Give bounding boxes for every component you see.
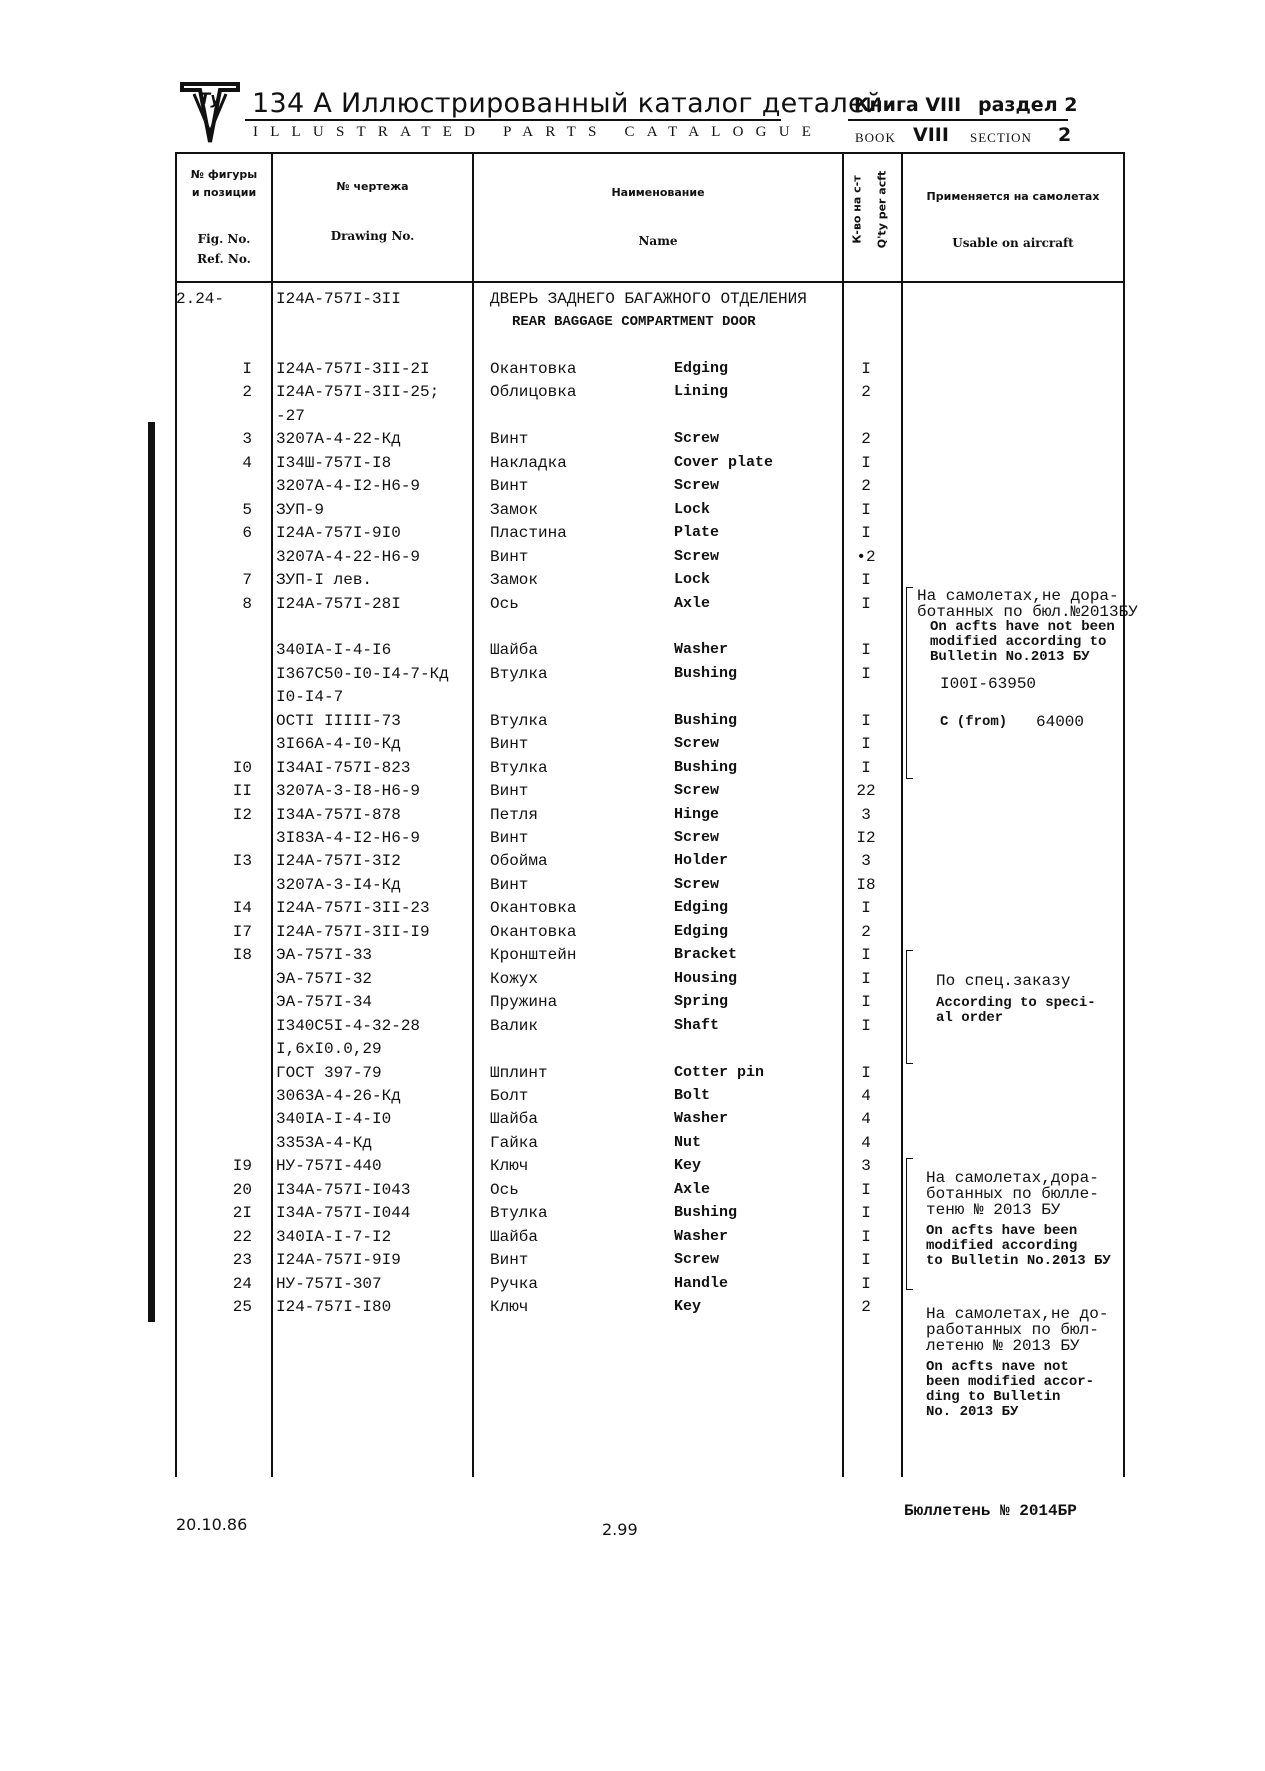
row-drawing-number: I24A-757I-3II-2I: [276, 360, 430, 378]
row-quantity: I: [861, 1227, 871, 1246]
row-quantity: I: [861, 1204, 871, 1223]
row-drawing-number: ЭА-757I-33: [276, 946, 373, 965]
row-quantity: 3: [861, 1157, 871, 1176]
row-fig-number: 25: [232, 1298, 252, 1316]
row-fig-number: 2I: [232, 1204, 252, 1223]
row-drawing-number: ГОСТ 397-79: [276, 1063, 382, 1082]
row-drawing-number: 3207A-3-I8-Н6-9: [276, 782, 421, 801]
row-name-en: Lock: [674, 500, 711, 518]
row-drawing-number: I34A-757I-878: [276, 805, 401, 824]
col-header-name-en: Name: [638, 234, 678, 248]
row-quantity: 4: [861, 1110, 871, 1129]
row-name-en: Bracket: [674, 946, 738, 964]
table-row: [0, 757, 1265, 779]
row-fig-number: 5: [242, 500, 252, 519]
row-drawing-number: 3207A-4-22-Кд: [276, 430, 401, 449]
row-name-ru: Шайба: [490, 1227, 539, 1246]
row-fig-number: I9: [232, 1157, 252, 1176]
row-name-en: Bushing: [674, 758, 738, 776]
row-name-en: Edging: [674, 899, 729, 917]
row-drawing-number: I34A-757I-I043: [276, 1180, 411, 1199]
catalog-title-ru: 134 А Иллюстрированный каталог деталей: [252, 88, 883, 119]
col-header-fig-en-line2: Ref. No.: [197, 252, 251, 266]
table-row: [0, 1273, 1265, 1295]
note3-ru: На самолетах,дора- ботанных по бюлле- теню № 2013 БУ: [926, 1169, 1099, 1219]
table-row: [0, 1108, 1265, 1130]
row-name-en: Lining: [674, 383, 729, 401]
row-name-en: Screw: [674, 477, 720, 495]
section-label-en: SECTION: [970, 130, 1032, 145]
row-name-en: Bolt: [674, 1086, 711, 1104]
row-name-en: Cover plate: [674, 453, 774, 471]
note1-range2-label: C (from): [940, 714, 1008, 730]
row-name-ru: Винт: [490, 735, 529, 754]
row-drawing-number: I34AI-757I-823: [276, 758, 411, 777]
row-drawing-number: НУ-757I-307: [276, 1274, 382, 1293]
table-header-divider: [175, 281, 1125, 283]
row-drawing-number: I24A-757I-3II-25;: [276, 383, 440, 402]
table-row: [0, 921, 1265, 943]
table-row: [0, 897, 1265, 919]
row-quantity: 4: [861, 1086, 871, 1105]
note4-ru: На самолетах,не до- работанных по бюл- летеню № 2013 БУ: [926, 1305, 1109, 1355]
table-row: [0, 381, 1265, 403]
row-fig-number: I0: [232, 758, 252, 777]
row-name-ru: Гайка: [490, 1133, 539, 1152]
row-name-ru: Болт: [490, 1086, 529, 1105]
row-name-ru: Окантовка: [490, 922, 577, 941]
note1-ru: На самолетах,не дора- ботанных по бюл.№2013БУ: [917, 587, 1138, 621]
row-drawing-number: I367C50-I0-I4-7-Кд: [276, 664, 449, 683]
row-drawing-number: 3I83A-4-I2-Н6-9: [276, 829, 421, 847]
row-name-en: Edging: [674, 922, 729, 940]
col-header-fig-ru-line2: и позиции: [191, 186, 257, 199]
row-drawing-number: I34A-757I-I044: [276, 1204, 411, 1223]
row-name-en: Housing: [674, 969, 738, 987]
row-name-ru: Окантовка: [490, 360, 577, 378]
row-fig-number: 20: [232, 1180, 252, 1199]
row-name-ru: Кронштейн: [490, 946, 577, 965]
note2-ru: По спец.заказу: [936, 972, 1071, 990]
section-value-en: 2: [1058, 124, 1072, 146]
table-row: [0, 733, 1265, 755]
row-name-ru: Шайба: [490, 641, 539, 660]
row-name-ru: Винт: [490, 829, 529, 847]
row-fig-number: I4: [232, 899, 252, 918]
table-row: [0, 546, 1265, 568]
row-name-ru: Облицовка: [490, 383, 577, 402]
row-name-en: Nut: [674, 1133, 702, 1151]
row-quantity: I: [861, 735, 871, 754]
note-bracket-1: [906, 587, 913, 779]
book-label-en: BOOK: [855, 130, 896, 145]
row-name-ru: Втулка: [490, 1204, 548, 1223]
footer-bulletin: Бюллетень № 2014БР: [904, 1502, 1077, 1520]
table-row: [0, 874, 1265, 896]
row-quantity: 2: [861, 383, 871, 402]
table-row: [0, 499, 1265, 521]
row-quantity: I: [861, 524, 871, 543]
row-quantity: I: [861, 1180, 871, 1199]
col-header-fig-en-line1: Fig. No.: [197, 232, 251, 246]
row-drawing-number: I24A-757I-28I: [276, 594, 401, 613]
row-name-ru: Замок: [490, 500, 539, 519]
row-name-ru: Замок: [490, 571, 539, 590]
row-quantity: I: [861, 360, 871, 378]
row-name-ru: Винт: [490, 875, 529, 894]
row-name-ru: Кожух: [490, 969, 539, 988]
table-row: [0, 405, 1265, 427]
row-quantity: I: [861, 993, 871, 1012]
row-drawing-number: I34Ш-757I-I8: [276, 453, 392, 472]
row-name-ru: Винт: [490, 477, 529, 496]
row-drawing-number: 3207A-4-I2-Н6-9: [276, 477, 421, 496]
row-fig-number: 6: [242, 524, 252, 543]
col-header-usable-en: Usable on aircraft: [952, 236, 1074, 250]
row-drawing-number: I,6хI0.0,29: [276, 1040, 382, 1059]
row-quantity: I: [861, 946, 871, 965]
table-row: [0, 850, 1265, 872]
book-label-ru: Книга VIII: [854, 94, 962, 116]
note3-en: On acfts have been modified according to Bulletin No.2013 БУ: [926, 1223, 1111, 1269]
row-name-en: Plate: [674, 524, 720, 542]
row-fig-number: I8: [232, 946, 252, 965]
row-quantity: I: [861, 594, 871, 613]
table-top-border: [175, 152, 1125, 154]
col-header-fig-ru: [177, 166, 271, 202]
note2-en: According to speci- al order: [936, 995, 1096, 1026]
row-name-ru: Петля: [490, 805, 539, 824]
row-drawing-number: 3I66A-4-I0-Кд: [276, 735, 401, 754]
table-row: [0, 804, 1265, 826]
row-drawing-number: 340IA-I-4-I6: [276, 641, 392, 660]
table-row: [0, 1085, 1265, 1107]
row-drawing-number: ЭА-757I-34: [276, 993, 373, 1012]
assembly-drawing: I24A-757I-3II: [276, 290, 401, 308]
row-quantity: I: [861, 1251, 871, 1270]
row-quantity: 3: [861, 805, 871, 824]
row-quantity: I2: [856, 829, 876, 847]
row-name-ru: Шайба: [490, 1110, 539, 1129]
row-name-ru: Винт: [490, 430, 529, 449]
row-quantity: I: [861, 899, 871, 918]
row-drawing-number: ЭА-757I-32: [276, 969, 373, 988]
row-quantity: I: [861, 1274, 871, 1293]
row-name-en: Axle: [674, 594, 711, 612]
table-row: [0, 944, 1265, 966]
row-drawing-number: I24A-757I-3II-I9: [276, 922, 430, 941]
row-name-ru: Винт: [490, 547, 529, 566]
row-drawing-number: I0-I4-7: [276, 688, 344, 707]
assembly-name-en: REAR BAGGAGE COMPARTMENT DOOR: [512, 314, 756, 330]
row-name-ru: Валик: [490, 1016, 539, 1035]
table-row: [0, 428, 1265, 450]
row-quantity: 2: [861, 1298, 871, 1316]
footer-page-number: 2.99: [602, 1520, 638, 1539]
table-row: [0, 522, 1265, 544]
row-drawing-number: НУ-757I-440: [276, 1157, 382, 1176]
row-name-ru: Винт: [490, 782, 529, 801]
row-name-en: Edging: [674, 360, 729, 377]
row-fig-number: 23: [232, 1251, 252, 1270]
row-quantity: I: [861, 641, 871, 660]
row-quantity: 22: [856, 782, 876, 801]
note1-range2-value: 64000: [1036, 713, 1085, 731]
row-name-en: Screw: [674, 430, 720, 448]
row-drawing-number: I24A-757I-3I2: [276, 852, 401, 871]
row-name-ru: Пластина: [490, 524, 567, 543]
row-name-en: Screw: [674, 735, 720, 753]
row-name-en: Bushing: [674, 711, 738, 729]
row-drawing-number: I24-757I-I80: [276, 1298, 392, 1316]
book-value-en: VIII: [913, 124, 949, 146]
table-row: [0, 475, 1265, 497]
row-name-en: Bushing: [674, 1204, 738, 1222]
row-fig-number: I2: [232, 805, 252, 824]
table-row: [0, 686, 1265, 708]
note4-en: On acfts nave not been modified accor- ding to Bulletin No. 2013 БУ: [926, 1359, 1095, 1420]
note-bracket-2: [906, 950, 913, 1064]
row-quantity: I8: [856, 875, 876, 894]
row-name-en: Screw: [674, 1251, 720, 1269]
table-row: [0, 827, 1265, 849]
row-name-en: Key: [674, 1298, 702, 1315]
row-name-en: Axle: [674, 1180, 711, 1198]
row-name-en: Washer: [674, 1227, 729, 1245]
row-name-ru: Пружина: [490, 993, 558, 1012]
row-quantity: 4: [861, 1133, 871, 1152]
row-fig-number: II: [232, 782, 252, 801]
row-quantity: I: [861, 711, 871, 730]
table-row: [0, 663, 1265, 685]
row-name-ru: Ключ: [490, 1298, 529, 1316]
row-name-en: Screw: [674, 782, 720, 800]
row-name-en: Screw: [674, 829, 720, 846]
row-fig-number: 8: [242, 594, 252, 613]
row-name-en: Washer: [674, 1110, 729, 1128]
footer-date: 20.10.86: [176, 1515, 248, 1534]
col-header-name-ru: Наименование: [611, 186, 705, 199]
row-quantity: I: [861, 500, 871, 519]
row-quantity: I: [861, 969, 871, 988]
row-drawing-number: 3207A-4-22-Н6-9: [276, 547, 421, 566]
row-fig-number: I3: [232, 852, 252, 871]
row-drawing-number: 340IA-I-7-I2: [276, 1227, 392, 1246]
col-header-fig-ru-line1: № фигуры: [190, 168, 258, 181]
row-drawing-number: ЗУП-I лев.: [276, 571, 373, 590]
row-fig-number: 7: [242, 571, 252, 590]
row-drawing-number: 3207A-3-I4-Кд: [276, 875, 401, 894]
col-header-qty-en: Q'ty per acft: [875, 170, 889, 249]
row-name-en: Holder: [674, 852, 729, 870]
row-fig-number: I: [242, 360, 252, 378]
title-underline: [245, 119, 781, 121]
col-header-usable-ru: Применяется на самолетах: [926, 190, 1100, 203]
row-name-en: Shaft: [674, 1016, 720, 1034]
row-drawing-number: 340IA-I-4-I0: [276, 1110, 392, 1129]
row-quantity: I: [861, 571, 871, 590]
row-quantity: 2: [861, 430, 871, 449]
logo-text: Ту: [199, 89, 221, 108]
row-quantity: I: [861, 664, 871, 683]
table-row: [0, 1038, 1265, 1060]
row-name-ru: Ручка: [490, 1274, 539, 1293]
table-row: [0, 1062, 1265, 1084]
table-row: [0, 452, 1265, 474]
tupolev-logo-icon: [180, 80, 240, 146]
row-name-ru: Накладка: [490, 453, 567, 472]
row-name-ru: Втулка: [490, 664, 548, 683]
row-fig-number: 22: [232, 1227, 252, 1246]
table-row: [0, 1132, 1265, 1154]
book-underline: [848, 119, 1068, 121]
row-quantity: I: [861, 1016, 871, 1035]
row-drawing-number: I24A-757I-9I0: [276, 524, 401, 543]
row-name-ru: Ключ: [490, 1157, 529, 1176]
row-quantity: 2: [861, 922, 871, 941]
row-name-ru: Окантовка: [490, 899, 577, 918]
row-name-en: Cotter pin: [674, 1063, 765, 1081]
table-row: [0, 358, 1265, 380]
row-name-en: Handle: [674, 1274, 729, 1292]
row-fig-number: I7: [232, 922, 252, 941]
row-quantity: I: [861, 758, 871, 777]
row-name-en: Lock: [674, 571, 711, 589]
row-name-en: Spring: [674, 993, 729, 1011]
row-drawing-number: 3063A-4-26-Кд: [276, 1086, 401, 1105]
row-name-ru: Втулка: [490, 711, 548, 730]
col-header-qty-ru: К-во на с-т: [850, 175, 864, 244]
row-quantity: 2: [861, 477, 871, 496]
section-label-ru: раздел 2: [978, 94, 1078, 116]
assembly-name-ru: ДВЕРЬ ЗАДНЕГО БАГАЖНОГО ОТДЕЛЕНИЯ: [490, 290, 807, 308]
row-name-en: Hinge: [674, 805, 720, 823]
col-header-drawing-ru: № чертежа: [336, 180, 409, 193]
note-bracket-3: [906, 1158, 913, 1290]
row-drawing-number: ЗУП-9: [276, 500, 325, 519]
row-name-ru: Обойма: [490, 852, 548, 871]
row-name-ru: Ось: [490, 594, 519, 613]
row-quantity: •2: [856, 547, 876, 566]
row-name-ru: Втулка: [490, 758, 548, 777]
table-row: [0, 780, 1265, 802]
row-quantity: I: [861, 1063, 871, 1082]
row-drawing-number: I24A-757I-9I9: [276, 1251, 401, 1270]
row-name-ru: Винт: [490, 1251, 529, 1270]
row-fig-number: 4: [242, 453, 252, 472]
row-drawing-number: I340C5I-4-32-28: [276, 1016, 421, 1035]
note1-range1: I00I-63950: [940, 675, 1037, 693]
col-header-fig-en: [177, 229, 271, 269]
row-quantity: I: [861, 453, 871, 472]
row-name-en: Screw: [674, 547, 720, 565]
row-drawing-number: ОСТI IIIII-73: [276, 711, 401, 730]
assembly-fig: 2.24-: [176, 290, 225, 308]
note1-en: On acfts have not been modified according to Bulletin No.2013 БУ: [930, 619, 1115, 665]
row-name-en: Key: [674, 1157, 702, 1175]
row-fig-number: 24: [232, 1274, 252, 1293]
row-drawing-number: 3353A-4-Кд: [276, 1133, 373, 1152]
row-name-ru: Шплинт: [490, 1063, 548, 1082]
row-name-ru: Ось: [490, 1180, 519, 1199]
table-row: [0, 968, 1265, 990]
row-name-en: Screw: [674, 875, 720, 893]
catalog-title-en: ILLUSTRATED PARTS CATALOGUE: [253, 124, 824, 140]
row-drawing-number: I24A-757I-3II-23: [276, 899, 430, 918]
row-drawing-number: -27: [276, 406, 305, 425]
row-quantity: 3: [861, 852, 871, 871]
row-fig-number: 3: [242, 430, 252, 449]
row-name-en: Bushing: [674, 664, 738, 682]
row-name-en: Washer: [674, 641, 729, 659]
col-header-drawing-en: Drawing No.: [330, 229, 415, 243]
row-fig-number: 2: [242, 383, 252, 402]
